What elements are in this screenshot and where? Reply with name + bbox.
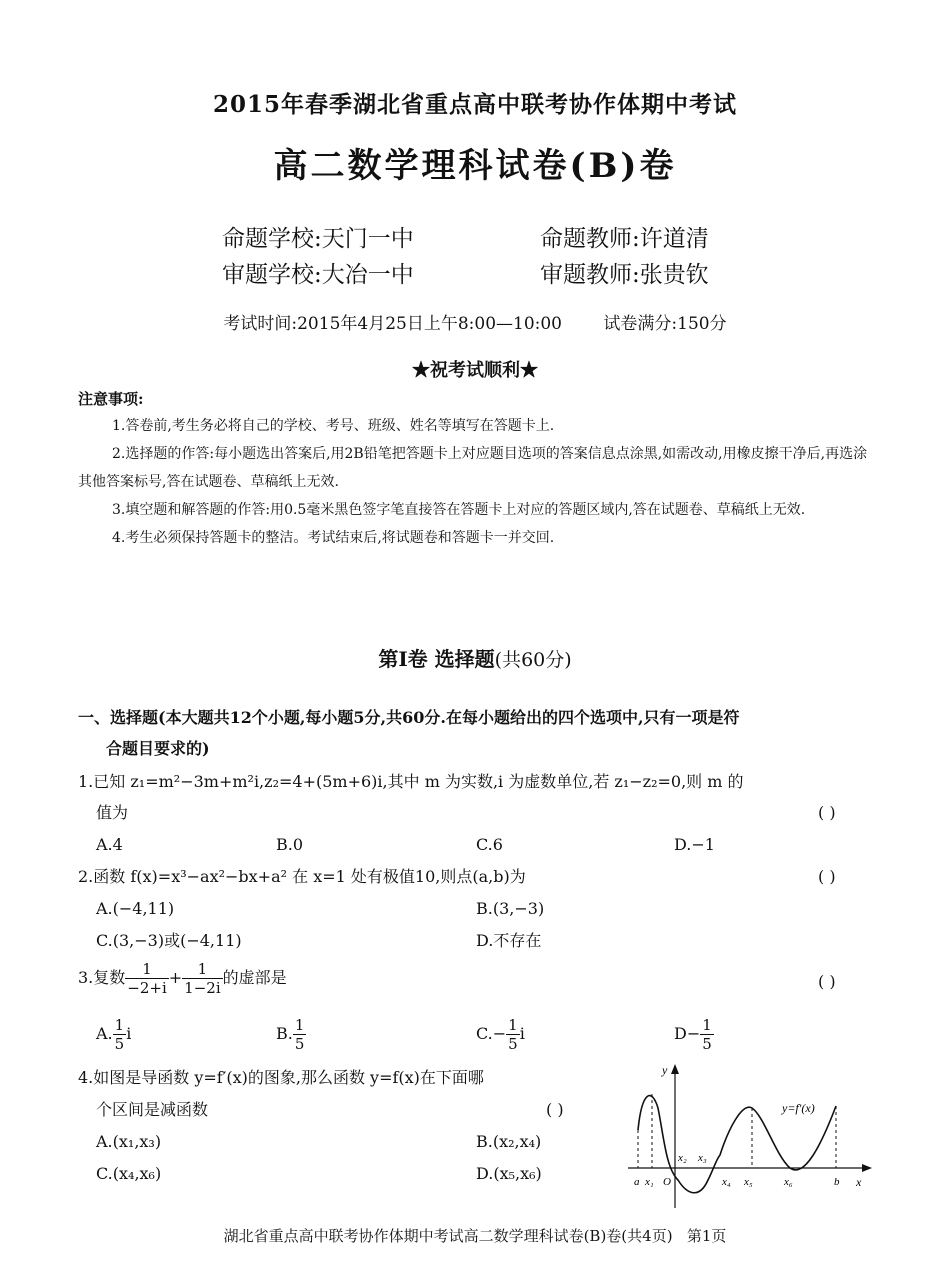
q3-option-b: B. $\frac{1}{5}$: [276, 1016, 305, 1053]
tick-x6: x₆: [784, 1176, 793, 1188]
q1-option-d: D.−1: [674, 835, 715, 854]
good-luck-banner: ★祝考试顺利★: [412, 360, 538, 381]
q2-stem: 2.函数 f(x)=x³−ax²−bx+a² 在 x=1 处有极值10,则点(a,b)为: [78, 867, 526, 886]
proposing-school: 命题学校:天门一中: [222, 226, 414, 252]
reviewing-teacher: 审题教师:张贵钦: [540, 262, 709, 288]
q1-stem: 1.已知 z₁=m²−3m+m²i,z₂=4+(5m+6)i,其中 m 为实数,i 为虚数单位,若 z₁−z₂=0,则 m 的: [78, 772, 744, 791]
q2-option-a: A.(−4,11): [96, 899, 175, 918]
y-axis-arrow-icon: [671, 1064, 679, 1074]
q4-option-d: D.(x₅,x₆): [476, 1164, 542, 1183]
q1-stem-cont: 值为: [96, 803, 129, 822]
section-title: 第Ⅰ卷 选择题(共60分): [378, 647, 572, 671]
page-number: 第1页: [686, 1227, 727, 1245]
q3-fraction-2: $\frac{1}{1-2i}$: [184, 960, 221, 997]
y-axis-label: y: [662, 1063, 668, 1077]
tick-x4: x₄: [722, 1176, 731, 1188]
q4-stem-cont: 个区间是减函数: [96, 1100, 209, 1119]
q1-option-a: A.4: [96, 835, 123, 854]
footer-text: 湖北省重点高中联考协作体期中考试高二数学理科试卷(B)卷(共4页): [223, 1227, 673, 1245]
notice-list: [78, 412, 875, 552]
exam-title: 2015年春季湖北省重点高中联考协作体期中考试: [212, 91, 737, 118]
q3-fraction-1: $\frac{1}{-2+i}$: [127, 960, 167, 997]
derivative-graph: [626, 1060, 876, 1210]
tick-x1: x₁: [645, 1176, 654, 1188]
q3-option-d: D− $\frac{1}{5}$: [674, 1016, 712, 1053]
q3-stem: 3.复数 $\frac{1}{-2+i}$ + $\frac{1}{1-2i}$ 的虚部是: [78, 960, 287, 997]
q4-option-b: B.(x₂,x₄): [476, 1132, 542, 1151]
tick-origin: O: [663, 1176, 671, 1188]
x-axis-arrow-icon: [862, 1164, 872, 1172]
q4-option-a: A.(x₁,x₃): [96, 1132, 162, 1151]
proposing-teacher: 命题教师:许道清: [540, 226, 709, 252]
notice-item: 2.选择题的作答:每小题选出答案后,用2B铅笔把答题卡上对应题目选项的答案信息点涂黑,如需改动,用橡皮擦干净后,再选涂其他答案标号,答在试题卷、草稿纸上无效.: [78, 446, 868, 490]
tick-a: a: [634, 1176, 640, 1188]
full-score: 试卷满分:150分: [603, 314, 727, 334]
exam-info: [0, 309, 950, 334]
q3-option-a: A. $\frac{1}{5}$ i: [96, 1016, 132, 1053]
q1-option-b: B.0: [276, 835, 304, 854]
tick-x3: x₃: [698, 1152, 707, 1164]
q3-answer-paren: ( ): [818, 972, 836, 991]
exam-time: 考试时间:2015年4月25日上午8:00—10:00: [223, 314, 562, 334]
q1-answer-paren: ( ): [818, 803, 836, 822]
q2-option-d: D.不存在: [476, 931, 542, 950]
part-heading-cont: 合题目要求的): [106, 739, 210, 758]
q4-answer-paren: ( ): [546, 1100, 564, 1119]
q1-option-c: C.6: [476, 835, 503, 854]
q4-stem: 4.如图是导函数 y=f′(x)的图象,那么函数 y=f(x)在下面哪: [78, 1068, 484, 1087]
notice-heading: 注意事项:: [78, 390, 144, 408]
page-footer: [0, 1225, 950, 1246]
part-heading: 一、选择题(本大题共12个小题,每小题5分,共60分.在每小题给出的四个选项中,只有一项是符: [78, 708, 740, 727]
notice-item: 1.答卷前,考生务必将自己的学校、考号、班级、姓名等填写在答题卡上.: [112, 418, 555, 434]
q2-answer-paren: ( ): [818, 867, 836, 886]
notice-item: 3.填空题和解答题的作答:用0.5毫米黑色签字笔直接答在答题卡上对应的答题区域内,答在试题卷、草稿纸上无效.: [112, 502, 806, 518]
reviewing-school: 审题学校:大冶一中: [222, 262, 414, 288]
q2-option-c: C.(3,−3)或(−4,11): [96, 931, 242, 950]
notice-item: 4.考生必须保持答题卡的整洁。考试结束后,将试题卷和答题卡一并交回.: [112, 530, 555, 546]
curve-label: y=f′(x): [782, 1101, 815, 1115]
q3-option-c: C.− $\frac{1}{5}$ i: [476, 1016, 525, 1053]
tick-x5: x₅: [744, 1176, 753, 1188]
tick-b: b: [834, 1176, 840, 1188]
paper-title: 高二数学理科试卷(B)卷: [273, 146, 677, 186]
x-axis-label: x: [856, 1175, 862, 1189]
q2-option-b: B.(3,−3): [476, 899, 545, 918]
q4-option-c: C.(x₄,x₆): [96, 1164, 162, 1183]
tick-x2: x₂: [678, 1152, 687, 1164]
